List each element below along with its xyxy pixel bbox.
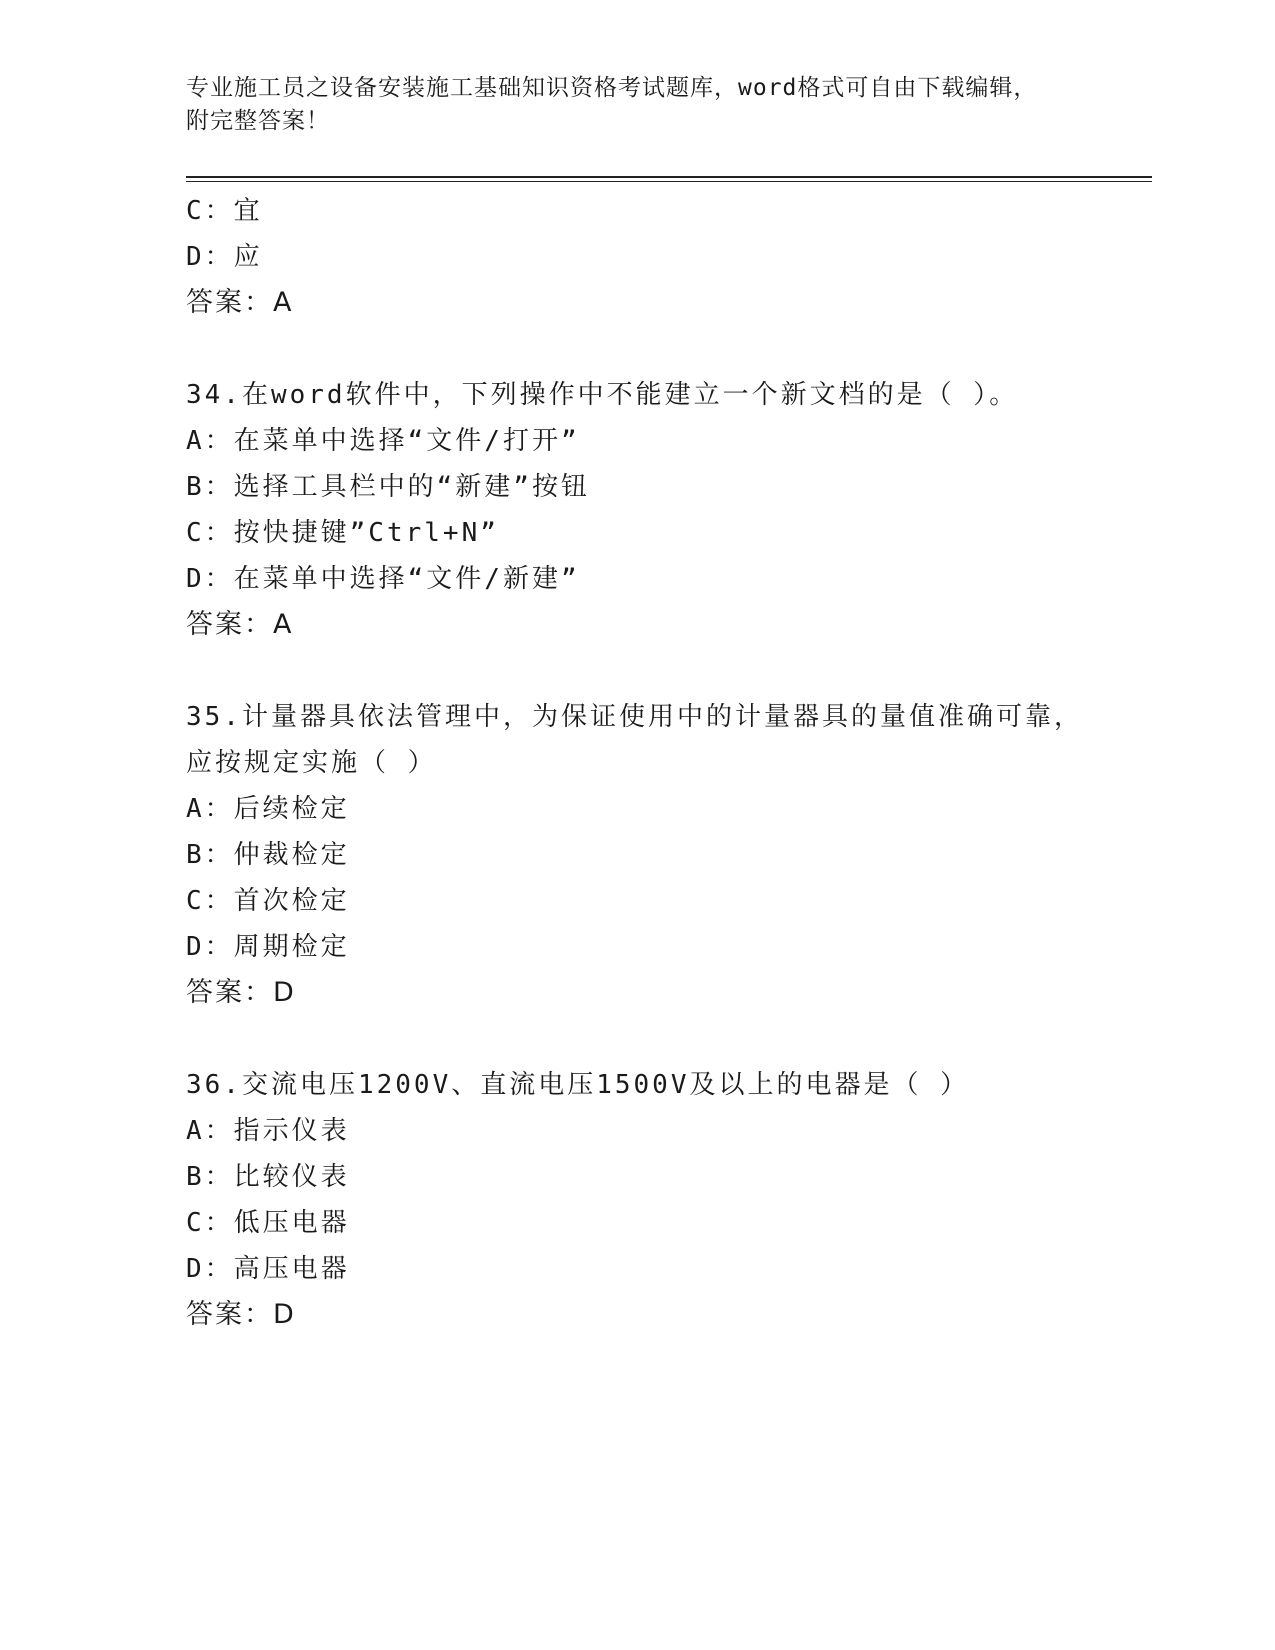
option-d: D：在菜单中选择“文件/新建”: [186, 564, 580, 594]
option-a: A：指示仪表: [186, 1116, 350, 1146]
question-34: [186, 372, 1152, 648]
option-b: B：仲裁检定: [186, 840, 350, 870]
question-list: [186, 188, 1152, 1338]
option-d: D：周期检定: [186, 932, 350, 962]
question-stem-line-1: 35.计量器具依法管理中，为保证使用中的计量器具的量值准确可靠，: [186, 702, 1083, 732]
option-a: A：在菜单中选择“文件/打开”: [186, 426, 580, 456]
header-divider: [186, 176, 1152, 182]
question-stem: 34.在word软件中，下列操作中不能建立一个新文档的是（ ）。: [186, 380, 1019, 410]
answer: 答案：D: [186, 977, 296, 1008]
answer: 答案：D: [186, 1299, 296, 1330]
spacer: [186, 326, 1152, 372]
option-d: D：应: [186, 242, 263, 272]
header-line-1: 专业施工员之设备安装施工基础知识资格考试题库，word格式可自由下载编辑，: [186, 75, 1038, 101]
question-35: [186, 694, 1152, 1016]
option-c: C：低压电器: [186, 1208, 350, 1238]
option-c: C：宜: [186, 196, 263, 226]
option-a: A：后续检定: [186, 794, 350, 824]
question-stem: 36.交流电压1200V、直流电压1500V及以上的电器是（ ）: [186, 1070, 970, 1100]
option-b: B：比较仪表: [186, 1162, 350, 1192]
spacer: [186, 1016, 1152, 1062]
page-header: [186, 72, 1066, 138]
option-d: D：高压电器: [186, 1254, 350, 1284]
question-36: [186, 1062, 1152, 1338]
option-b: B：选择工具栏中的“新建”按钮: [186, 472, 590, 502]
question-stem-line-2: 应按规定实施（ ）: [186, 748, 437, 778]
header-line-2: 附完整答案！: [186, 108, 330, 134]
option-c: C：首次检定: [186, 886, 350, 916]
option-c: C：按快捷键”Ctrl+N”: [186, 518, 499, 548]
spacer: [186, 648, 1152, 694]
question-33-tail: [186, 188, 1152, 326]
answer: 答案：A: [186, 609, 294, 640]
answer: 答案：A: [186, 287, 294, 318]
